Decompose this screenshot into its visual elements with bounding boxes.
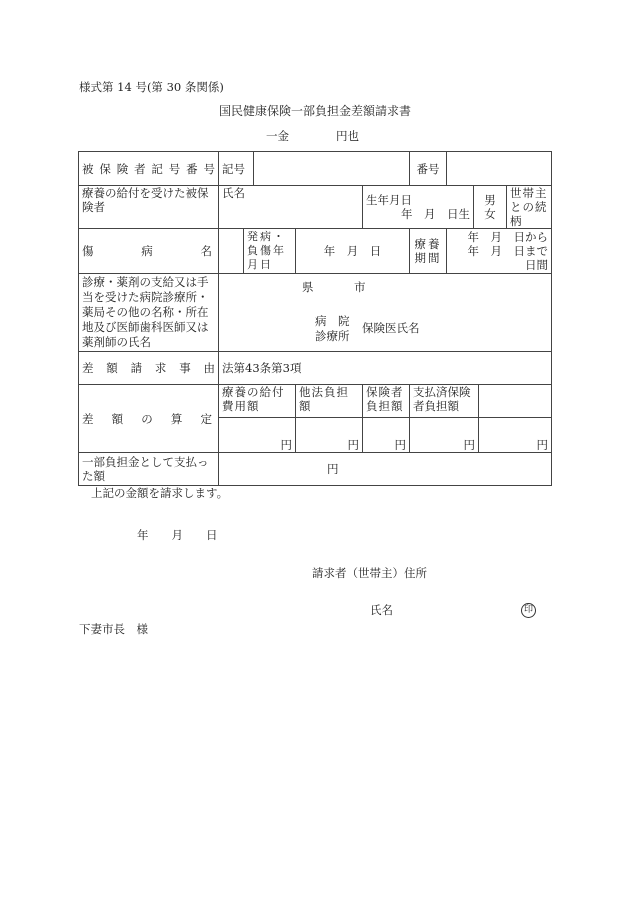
onset-label: 発病・負傷年月日: [244, 229, 296, 274]
name-field[interactable]: [219, 186, 363, 229]
provider-label: 診療・薬剤の支給又は手当を受けた病院診療所・薬局その他の名称・所在地及び医師歯科医師又は薬剤師の氏名: [79, 274, 219, 352]
illness-name-field[interactable]: [219, 229, 244, 274]
insured-number-label: 被保険者記号番号: [79, 152, 219, 186]
calc-header-0: 療養の給付費用額: [219, 385, 296, 418]
city-label: 市: [354, 280, 366, 294]
doctor-label: 保険医氏名: [362, 321, 420, 335]
reason-field[interactable]: 法第43条第3項: [219, 352, 552, 385]
calc-header-1: 他法負担額: [296, 385, 363, 418]
paid-field[interactable]: [219, 453, 552, 486]
hospital-label: 病 院: [315, 314, 350, 328]
sex-female[interactable]: 女: [484, 207, 496, 221]
calc-header-3: 支払済保険者負担額: [410, 385, 479, 418]
calc-value-4[interactable]: 円: [479, 418, 552, 453]
claimant-name-label: 氏名: [370, 603, 393, 617]
seal-icon: [521, 601, 536, 618]
number-label: 番号: [410, 152, 447, 186]
form-title: 国民健康保険一部負担金差額請求書: [219, 104, 412, 118]
amount-suffix: 円也: [336, 129, 359, 143]
birthdate-label: 生年月日: [366, 193, 412, 207]
calc-value-3[interactable]: 円: [410, 418, 479, 453]
paid-unit: 円: [327, 462, 339, 476]
claimant-address-label: 請求者（世帯主）住所: [312, 566, 427, 580]
calc-value-2[interactable]: 円: [363, 418, 410, 453]
birthdate-format: 年 月 日生: [401, 207, 470, 221]
row-insured-person: [79, 186, 552, 229]
addressee: 下妻市長 様: [79, 622, 148, 636]
row-calculation-headers: [79, 385, 552, 418]
calculation-label: 差額の算定: [79, 385, 219, 453]
period-field[interactable]: [447, 229, 552, 274]
row-illness: [79, 229, 552, 274]
symbol-field[interactable]: [254, 152, 410, 186]
onset-date-field[interactable]: 年 月 日: [296, 229, 410, 274]
period-days: 日間: [525, 258, 548, 272]
amount-prefix: 一金: [266, 129, 289, 143]
row-paid: [79, 453, 552, 486]
sex-field[interactable]: [474, 186, 507, 229]
row-insured-number: [79, 152, 552, 186]
row-provider: [79, 274, 552, 352]
number-field[interactable]: [447, 152, 552, 186]
claim-statement: 上記の金額を請求します。: [91, 486, 229, 500]
calc-header-2: 保険者負担額: [363, 385, 410, 418]
name-label: 氏名: [222, 186, 245, 200]
claim-form-table: [78, 151, 552, 486]
symbol-label: 記号: [219, 152, 254, 186]
calc-value-1[interactable]: 円: [296, 418, 363, 453]
relation-field[interactable]: 世帯主との続柄: [507, 186, 552, 229]
calc-header-4: [479, 385, 552, 418]
provider-field[interactable]: [219, 274, 552, 352]
seal-mark: 印: [521, 603, 536, 618]
period-from: 年 月 日から: [467, 230, 548, 244]
period-label: 療養期間: [410, 229, 447, 274]
birthdate-field[interactable]: [363, 186, 474, 229]
claim-date[interactable]: 年 月 日: [137, 528, 218, 542]
sex-male[interactable]: 男: [484, 193, 496, 207]
form-number: 様式第 14 号(第 30 条関係): [79, 80, 224, 94]
row-reason: [79, 352, 552, 385]
prefecture-label: 県: [302, 280, 314, 294]
clinic-label: 診療所: [315, 329, 350, 343]
insured-person-label: 療養の給付を受けた被保険者: [79, 186, 219, 229]
period-to: 年 月 日まで: [467, 244, 548, 258]
calc-value-0[interactable]: 円: [219, 418, 296, 453]
illness-label: 傷病名: [79, 229, 219, 274]
paid-label: 一部負担金として支払った額: [79, 453, 219, 486]
reason-label: 差額請求事由: [79, 352, 219, 385]
